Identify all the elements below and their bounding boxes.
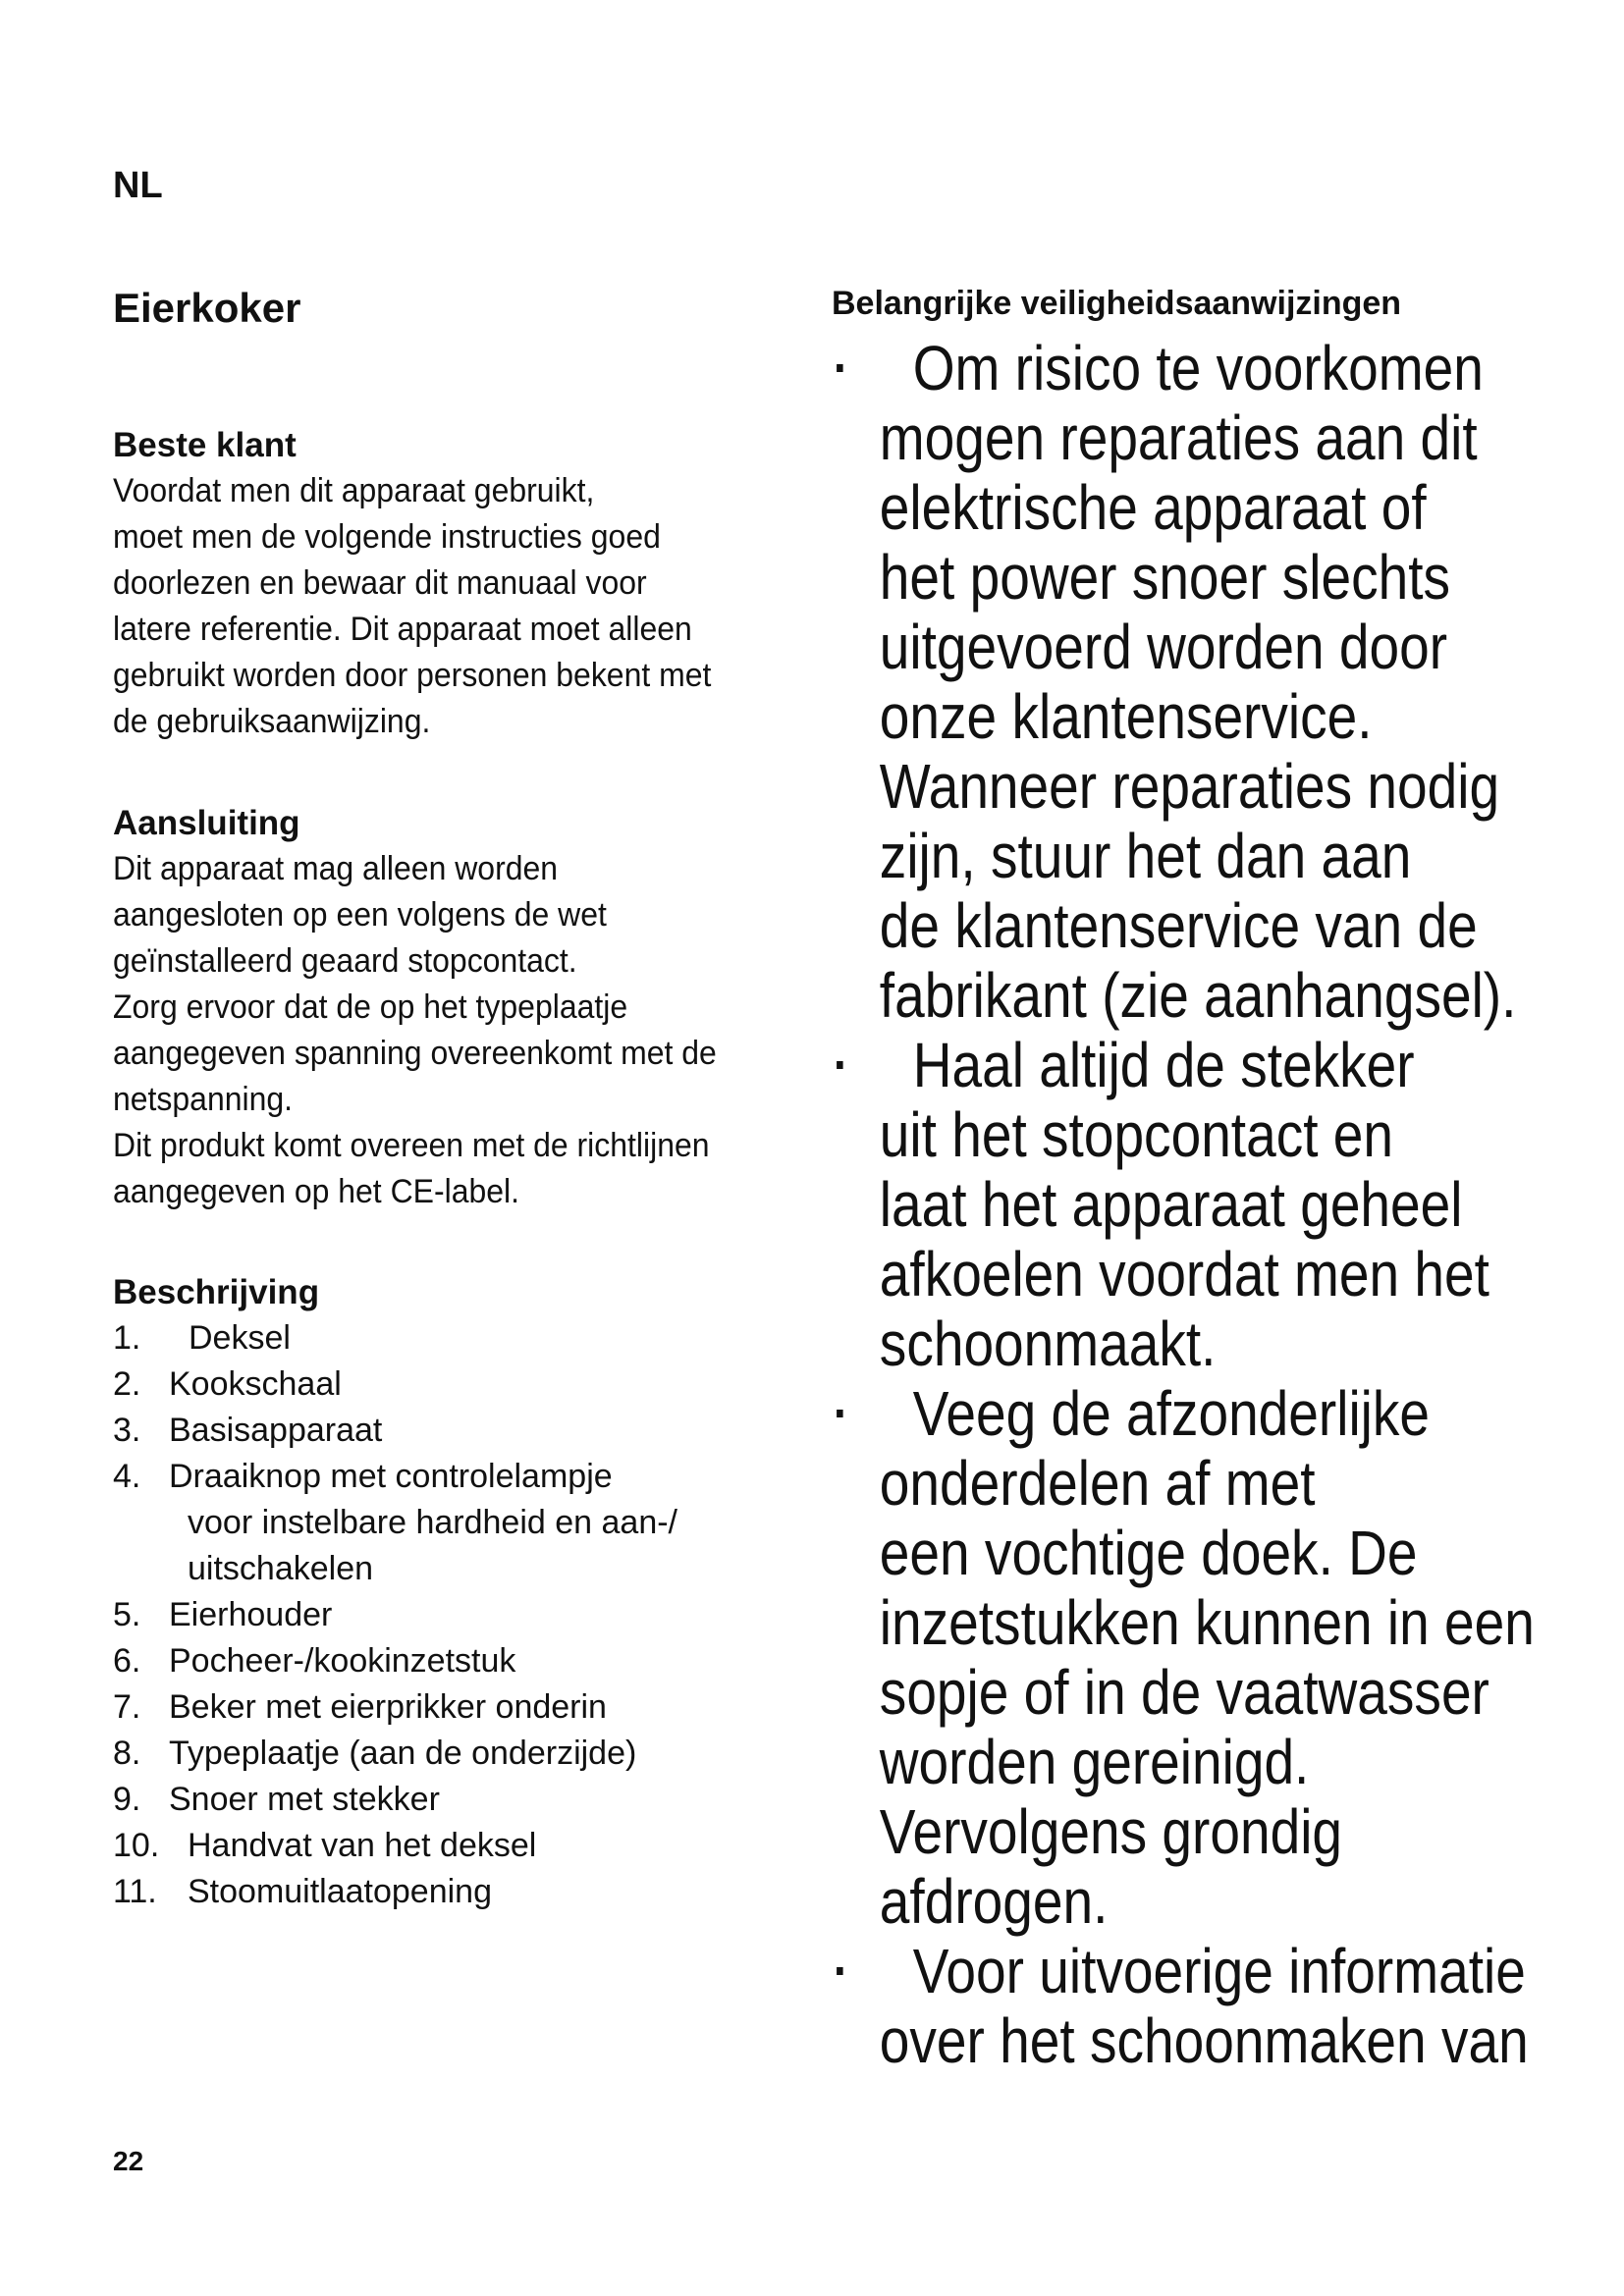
safety-line: onze klantenservice. [879, 681, 1373, 752]
safety-line: worden gereinigd. [879, 1727, 1310, 1797]
list-item [113, 1592, 859, 1638]
safety-item [827, 333, 1484, 403]
intro-heading: Beste klant [113, 426, 297, 464]
safety-line: zijn, stuur het dan aan [879, 821, 1412, 891]
safety-line: het power snoer slechts [879, 542, 1451, 613]
safety-line: schoonmaakt. [879, 1308, 1217, 1379]
description-section [113, 1269, 859, 1915]
item-number: 2. [113, 1365, 141, 1403]
safety-line: onderdelen af met [879, 1448, 1316, 1519]
safety-text: Veeg de afzonderlijke [912, 1378, 1431, 1449]
safety-line: uit het stopcontact en [879, 1099, 1394, 1170]
item-text: Stoomuitlaatopening [188, 1873, 493, 1910]
safety-line: de klantenservice van de [879, 890, 1478, 961]
intro-line: de gebruiksaanwijzing. [113, 703, 431, 740]
item-number: 5. [113, 1596, 141, 1633]
safety-line: een vochtige doek. De [879, 1518, 1418, 1588]
safety-line: fabrikant (zie aanhangsel). [879, 960, 1517, 1031]
page-title: Eierkoker [113, 285, 301, 331]
safety-item [827, 1031, 1458, 1100]
safety-item [827, 1379, 1458, 1449]
safety-line: Vervolgens grondig [879, 1796, 1343, 1867]
intro-line: Voordat men dit apparaat gebruikt, [113, 472, 595, 509]
connection-line: netspanning. [113, 1081, 294, 1118]
item-number: 10. [113, 1827, 160, 1864]
item-text: Eierhouder [169, 1596, 333, 1633]
intro-line: latere referentie. Dit apparaat moet alleen [113, 611, 692, 648]
list-item [113, 1315, 859, 1362]
item-text: Snoer met stekker [169, 1781, 440, 1818]
connection-section [113, 800, 859, 1215]
item-text: Basisapparaat [169, 1412, 383, 1449]
item-text: Kookschaal [169, 1365, 342, 1403]
item-text: Pocheer-/kookinzetstuk [169, 1642, 516, 1680]
item-text: Draaiknop met controlelampje [169, 1458, 613, 1495]
list-item [113, 1731, 859, 1777]
safety-item [827, 1936, 1526, 2006]
item-number: 9. [113, 1781, 141, 1818]
intro-section [113, 422, 859, 745]
list-item [113, 1638, 859, 1684]
safety-list [833, 333, 1561, 2076]
safety-line: over het schoonmaken van [879, 2005, 1529, 2076]
intro-line: doorlezen en bewaar dit manuaal voor [113, 564, 647, 602]
connection-line: Zorg ervoor dat de op het typeplaatje [113, 988, 628, 1026]
safety-line: inzetstukken kunnen in een [879, 1587, 1535, 1658]
safety-line: sopje of in de vaatwasser [879, 1657, 1489, 1728]
safety-heading: Belangrijke veiligheidsaanwijzingen [832, 285, 1402, 322]
list-item [113, 1869, 859, 1915]
safety-text: Om risico te voorkomen [912, 333, 1484, 403]
list-item [113, 1362, 859, 1408]
parts-list [113, 1315, 859, 1915]
safety-text: Haal altijd de stekker [912, 1030, 1415, 1100]
connection-line: Dit apparaat mag alleen worden [113, 850, 559, 887]
item-text: Handvat van het deksel [188, 1827, 537, 1864]
intro-line: moet men de volgende instructies goed [113, 518, 661, 556]
connection-heading: Aansluiting [113, 804, 300, 842]
bullet-icon: · [833, 1942, 849, 2001]
language-code: NL [113, 165, 163, 206]
item-text: Typeplaatje (aan de onderzijde) [169, 1735, 637, 1772]
bullet-icon: · [833, 339, 849, 398]
page-number: 22 [113, 2146, 144, 2176]
safety-line: elektrische apparaat of [879, 472, 1427, 543]
safety-line: Wanneer reparaties nodig [879, 751, 1500, 822]
item-number: 4. [113, 1458, 141, 1495]
safety-line: afkoelen voordat men het [879, 1239, 1489, 1309]
item-number: 6. [113, 1642, 141, 1680]
list-item [113, 1408, 859, 1454]
description-heading: Beschrijving [113, 1273, 320, 1311]
item-number: 1. [113, 1319, 141, 1357]
item-number: 7. [113, 1688, 141, 1726]
safety-text: Voor uitvoerige informatie [912, 1936, 1526, 2006]
item-text: Deksel [189, 1319, 291, 1357]
connection-line: geïnstalleerd geaard stopcontact. [113, 942, 577, 980]
list-item [113, 1454, 859, 1500]
safety-line: mogen reparaties aan dit [879, 402, 1478, 473]
list-item [113, 1823, 859, 1869]
item-number: 11. [113, 1873, 157, 1910]
item-number: 3. [113, 1412, 141, 1449]
connection-line: aangegeven op het CE-label. [113, 1173, 520, 1210]
intro-line: gebruikt worden door personen bekent met [113, 657, 712, 694]
bullet-icon: · [833, 1384, 849, 1443]
list-item-continuation [113, 1546, 859, 1592]
connection-line: aangegeven spanning overeenkomt met de [113, 1035, 717, 1072]
item-text: uitschakelen [188, 1550, 374, 1587]
item-text: Beker met eierprikker onderin [169, 1688, 607, 1726]
safety-line: afdrogen. [879, 1866, 1109, 1937]
list-item-continuation [113, 1500, 859, 1546]
item-number: 8. [113, 1735, 141, 1772]
item-text: voor instelbare hardheid en aan-/ [188, 1504, 677, 1541]
connection-line: aangesloten op een volgens de wet [113, 896, 607, 934]
safety-line: uitgevoerd worden door [879, 612, 1448, 682]
connection-line: Dit produkt komt overeen met de richtlijnen [113, 1127, 710, 1164]
safety-line: laat het apparaat geheel [879, 1169, 1463, 1240]
bullet-icon: · [833, 1036, 849, 1095]
list-item [113, 1777, 859, 1823]
list-item [113, 1684, 859, 1731]
